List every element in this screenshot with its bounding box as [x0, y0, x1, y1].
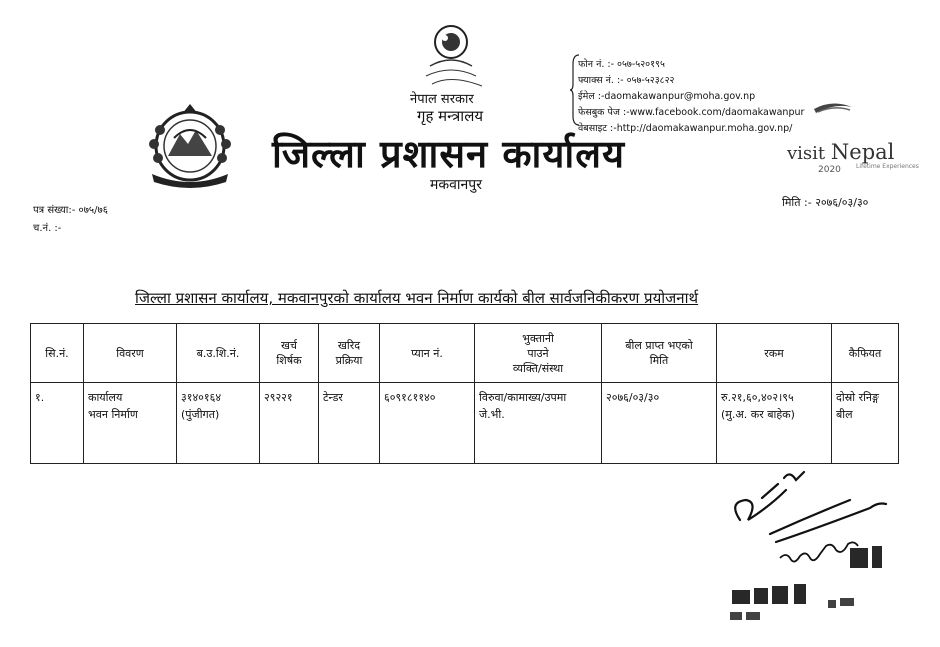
col-expense-heading: खर्च शिर्षक: [260, 324, 319, 383]
nepal-emblem-icon: [140, 98, 240, 188]
col-procurement-process: खरिद प्रक्रिया: [319, 324, 380, 383]
col-remarks: कैफियत: [832, 324, 899, 383]
cell-amount: रु.२१,६०,४०२।९५ (मु.अ. कर बाहेक): [717, 383, 832, 464]
contact-fax: फ्याक्स नं. :- ०५७-५२३८२२: [578, 75, 675, 86]
col-budget-code: ब.उ.शि.नं.: [177, 324, 260, 383]
letter-reference-number: पत्र संख्या:- ०७५/७६: [33, 205, 108, 216]
cell-bill-received-date: २०७६/०३/३०: [602, 383, 717, 464]
nepal-text: Nepal: [830, 140, 895, 164]
office-district: मकवानपुर: [430, 177, 482, 193]
visit-text: visit: [787, 143, 826, 164]
office-title: जिल्ला प्रशासन कार्यालय: [272, 132, 626, 176]
cell-expense-heading: २९२२१: [260, 383, 319, 464]
bill-table: [30, 323, 899, 464]
col-amount: रकम: [717, 324, 832, 383]
letter-date: मिति :- २०७६/०३/३०: [782, 196, 869, 209]
cell-serial: १.: [31, 383, 84, 464]
contact-email: ईमेल :-daomakawanpur@moha.gov.np: [578, 91, 756, 102]
visit-nepal-flag-icon: [812, 99, 854, 115]
visit-nepal-logo: [787, 140, 894, 164]
visit-year: 2020: [818, 165, 841, 175]
col-serial: सि.नं.: [31, 324, 84, 383]
contact-info: [578, 57, 805, 137]
contact-phone: फोन नं. :- ०५७-५२०१९५: [578, 59, 665, 70]
signature-date-scribble: [780, 542, 858, 561]
contact-website: वेबसाइट :-http://daomakawanpur.moha.gov.np/: [578, 123, 793, 134]
letter-subject: जिल्ला प्रशासन कार्यालय, मकवानपुरको कार्यालय भवन निर्माण कार्यको बील सार्वजनिकीकरण प्रयोजनार्थ: [135, 289, 699, 307]
col-payee: भुक्तानी पाउने व्यक्ति/संस्था: [475, 324, 602, 383]
col-bill-received-date: बील प्राप्त भएको मिति: [602, 324, 717, 383]
cell-description: कार्यालय भवन निर्माण: [84, 383, 177, 464]
cell-payee: विरुवा/कामाख्य/उपमा जे.भी.: [475, 383, 602, 464]
contact-facebook: फेसबुक पेज :-www.facebook.com/daomakawanpur: [578, 107, 805, 118]
cell-procurement-process: टेन्डर: [319, 383, 380, 464]
ministry-name: गृह मन्त्रालय: [417, 107, 484, 125]
col-description: विवरण: [84, 324, 177, 383]
col-pan-number: प्यान नं.: [380, 324, 475, 383]
visit-tagline: Lifetime Experiences: [856, 163, 919, 170]
cell-budget-code: ३१४०१६४ (पुंजीगत): [177, 383, 260, 464]
government-name: नेपाल सरकार: [410, 92, 474, 107]
table-header-row: [31, 324, 899, 383]
signature-stamp: [700, 450, 920, 640]
government-seal-icon: [412, 18, 490, 92]
dispatch-number: च.नं. :-: [33, 223, 62, 234]
cell-pan-number: ६०९१८११४०: [380, 383, 475, 464]
official-stamp-text: [730, 546, 882, 620]
cell-remarks: दोस्रो रनिङ्ग बील: [832, 383, 899, 464]
handwritten-signature-icon: [735, 472, 886, 542]
